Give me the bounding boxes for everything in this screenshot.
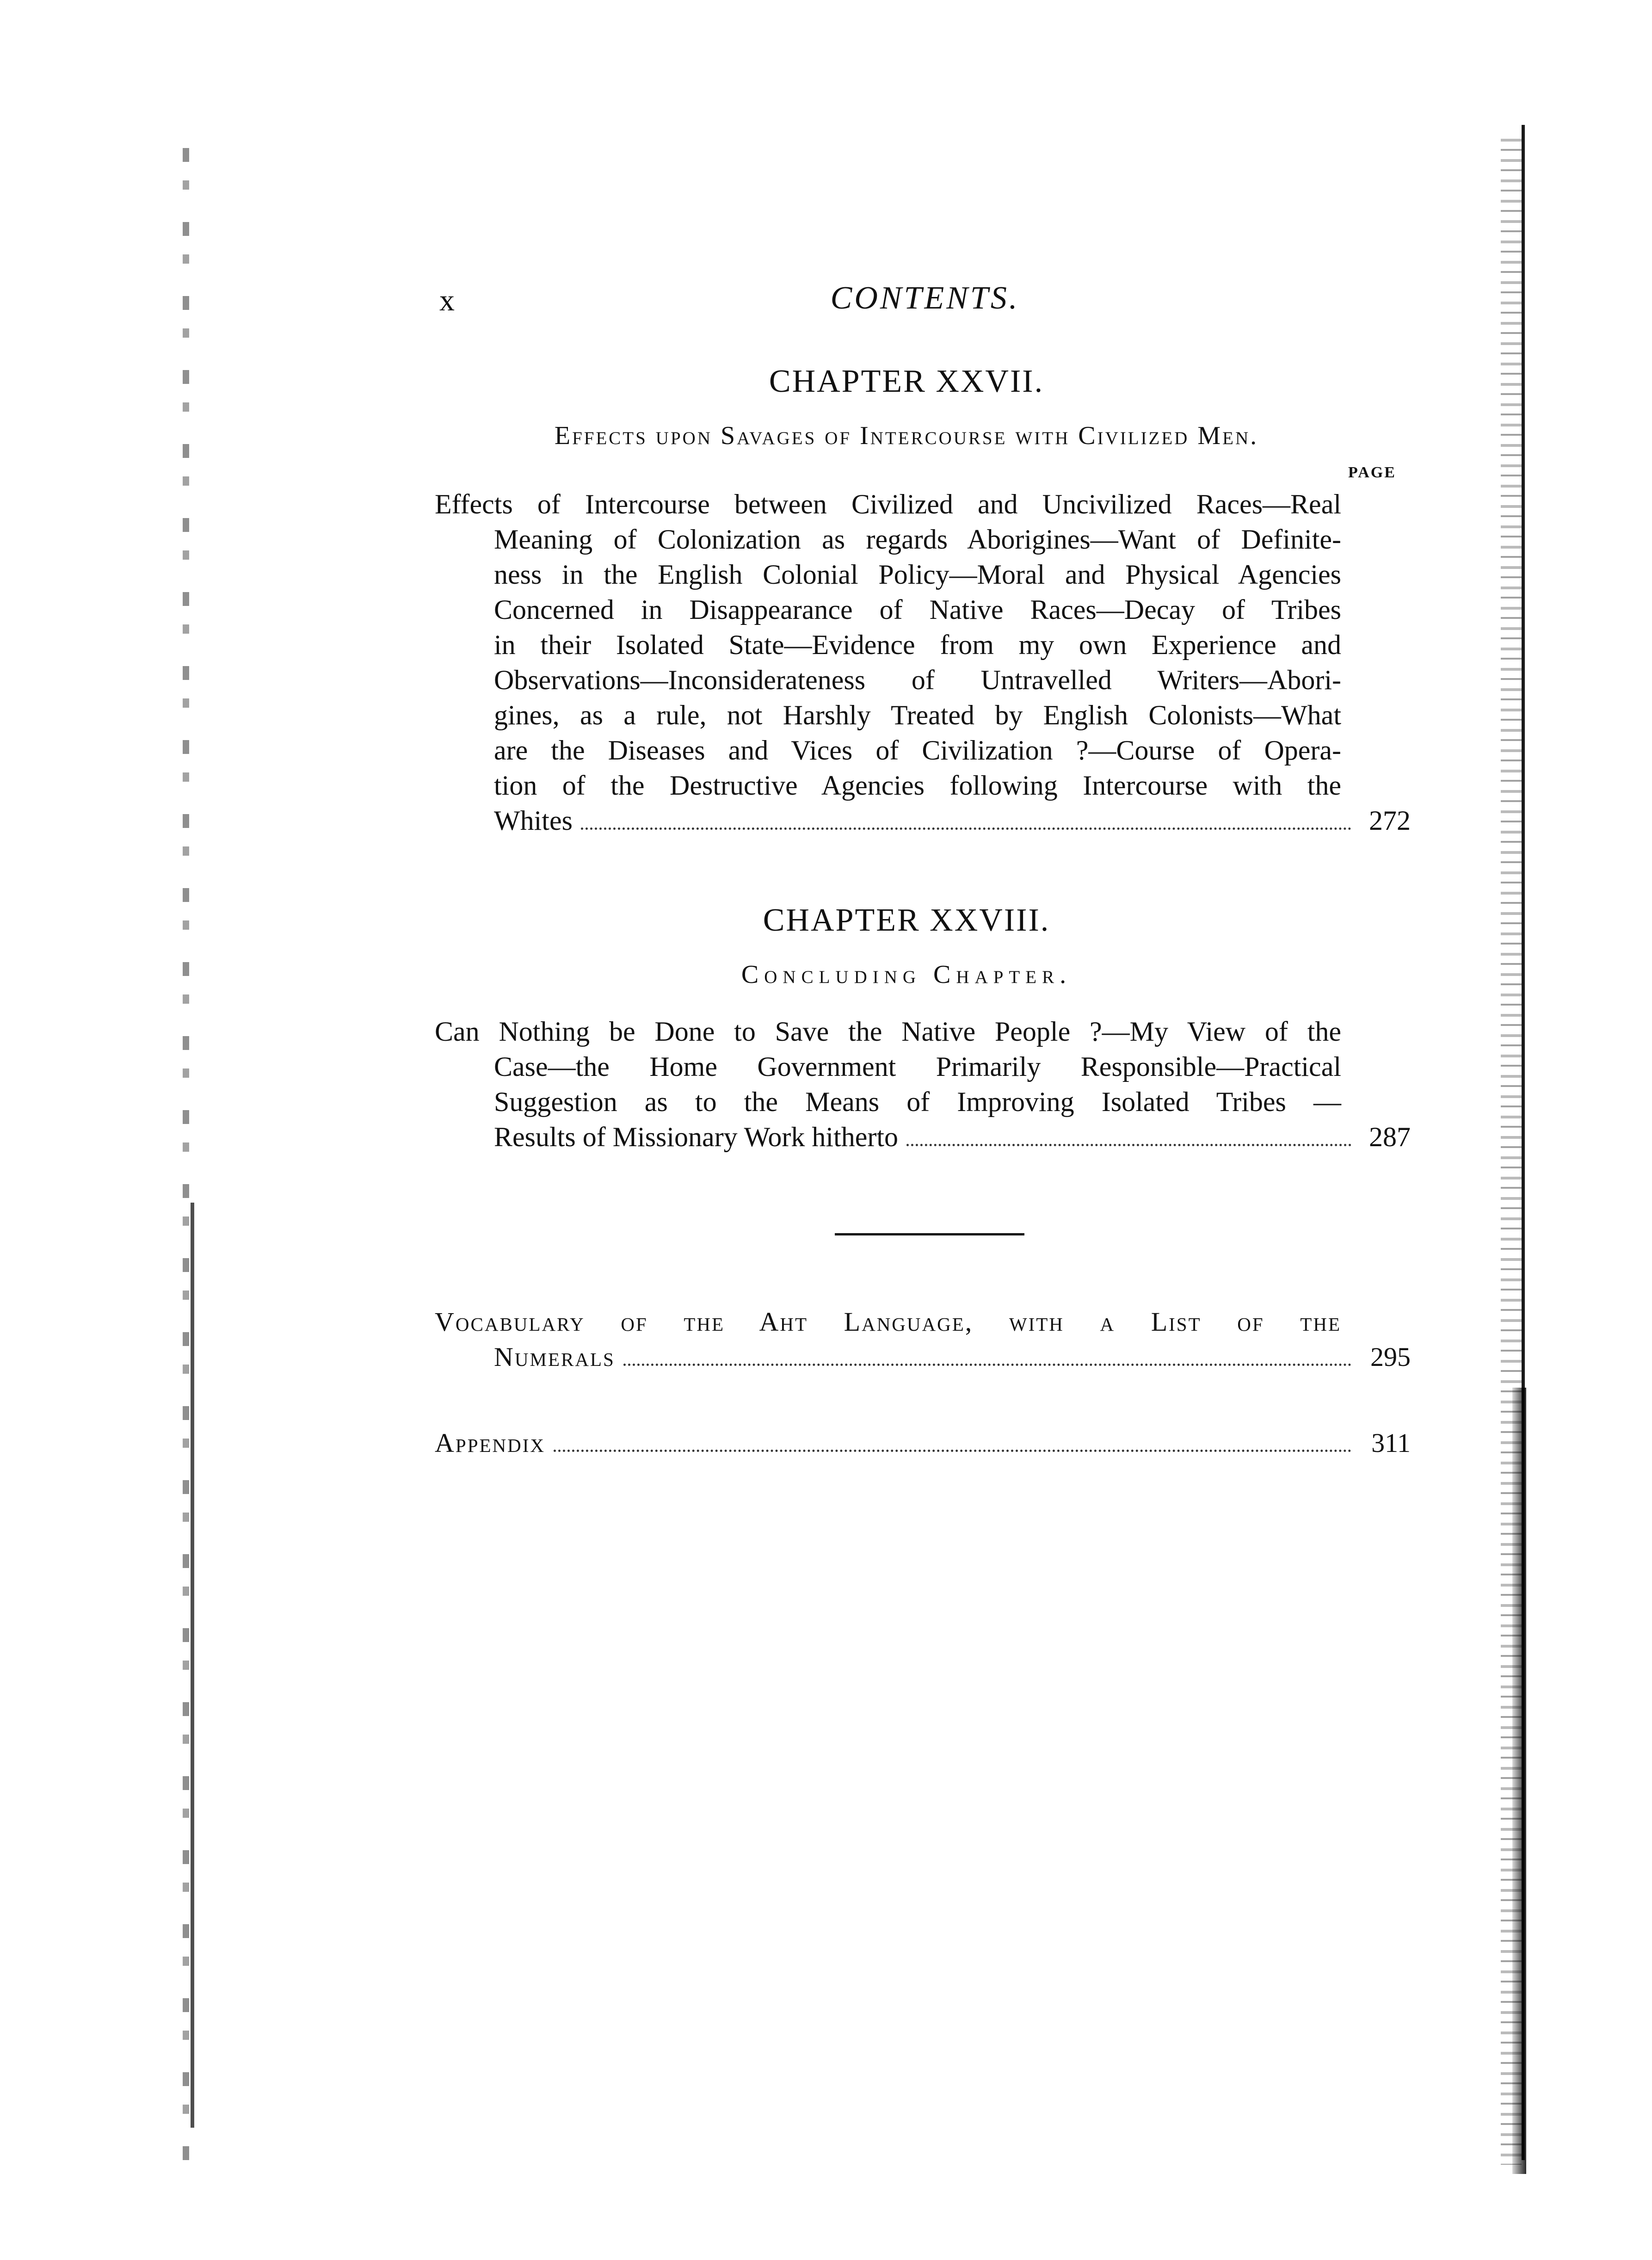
summary-line: ness in the English Colonial Policy—Moral and Physical Agencies xyxy=(494,559,1341,590)
summary-line: Case—the Home Government Primarily Responsible—Practical xyxy=(494,1051,1341,1082)
chapter-28-title: Concluding Chapter. xyxy=(741,960,1072,989)
summary-line: Can Nothing be Done to Save the Native People ?—My View of the xyxy=(435,1016,1341,1047)
summary-line: Meaning of Colonization as regards Aborigines—Want of Definite- xyxy=(494,524,1341,555)
chapter-27-heading: CHAPTER XXVII. xyxy=(769,364,1044,399)
vocabulary-last-text: Numerals xyxy=(494,1342,615,1372)
chapter-27-summary xyxy=(435,487,1411,838)
vocabulary-first-line: Vocabulary of the Aht Language, with a List of the xyxy=(435,1307,1341,1337)
summary-line: gines, as a rule, not Harshly Treated by English Colonists—What xyxy=(494,700,1341,730)
dot-leaders xyxy=(906,1144,1351,1146)
dot-leaders xyxy=(554,1450,1351,1452)
vocabulary-entry xyxy=(435,1304,1411,1375)
page-number: 295 xyxy=(1370,1342,1411,1372)
section-divider-rule xyxy=(835,1233,1024,1235)
vocabulary-last-line xyxy=(494,1340,1411,1375)
summary-last-text: Whites xyxy=(494,805,573,836)
appendix-entry xyxy=(435,1426,1411,1461)
summary-line: Suggestion as to the Means of Improving Isolated Tribes — xyxy=(494,1087,1341,1117)
dot-leaders xyxy=(581,827,1351,830)
scan-left-binding-shadow xyxy=(191,1203,194,2128)
page-number: 287 xyxy=(1369,1122,1411,1152)
appendix-text: Appendix xyxy=(435,1428,546,1458)
page-number: 311 xyxy=(1371,1428,1411,1458)
scan-right-edge-shadow xyxy=(1512,1388,1526,2174)
chapter-28-summary xyxy=(435,1014,1411,1155)
scan-left-edge-artifact xyxy=(183,148,189,2174)
summary-last-line xyxy=(494,1119,1411,1155)
summary-line: Concerned in Disappearance of Native Races—Decay of Tribes xyxy=(494,594,1341,625)
running-head: CONTENTS. xyxy=(830,280,1020,316)
appendix-line xyxy=(435,1426,1411,1461)
summary-line: Observations—Inconsiderateness of Untravelled Writers—Abori- xyxy=(494,665,1341,695)
chapter-27-title: Effects upon Savages of Intercourse with Civilized Men. xyxy=(554,421,1259,450)
summary-last-text: Results of Missionary Work hitherto xyxy=(494,1122,899,1152)
chapter-28-heading: CHAPTER XXVIII. xyxy=(763,902,1050,938)
summary-line: Effects of Intercourse between Civilized and Uncivilized Races—Real xyxy=(435,489,1341,519)
summary-line: tion of the Destructive Agencies following Intercourse with the xyxy=(494,770,1341,801)
page-column-label: PAGE xyxy=(1348,464,1396,481)
dot-leaders xyxy=(623,1364,1351,1366)
summary-line: are the Diseases and Vices of Civilization ?—Course of Opera- xyxy=(494,735,1341,766)
page-number: 272 xyxy=(1369,805,1411,836)
page-numeral: x xyxy=(439,284,456,317)
summary-line: in their Isolated State—Evidence from my own Experience and xyxy=(494,630,1341,660)
summary-last-line xyxy=(494,803,1411,838)
